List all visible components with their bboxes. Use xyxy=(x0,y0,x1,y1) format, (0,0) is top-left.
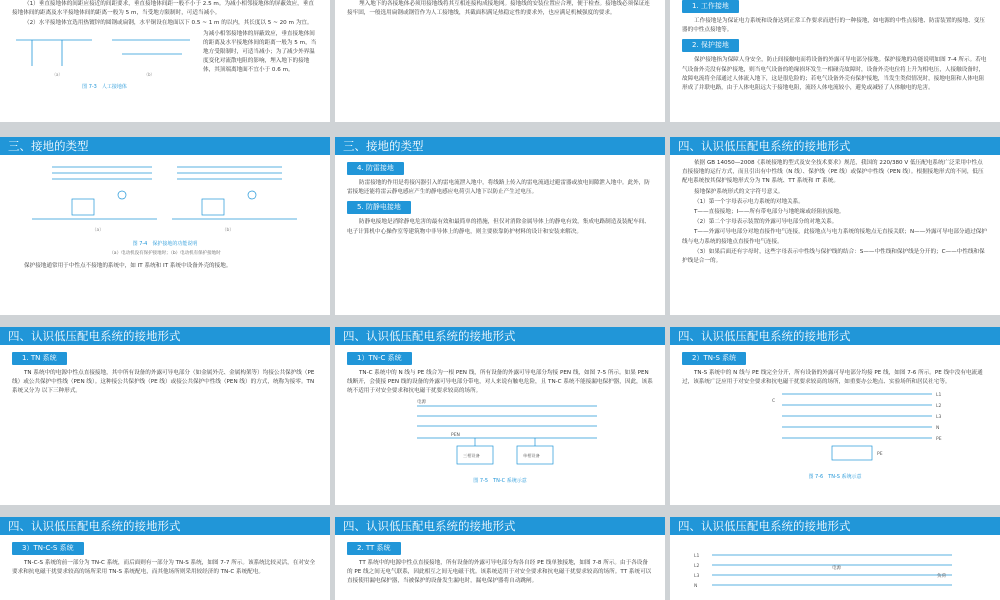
power-label: 电源 xyxy=(417,399,426,405)
side-text: 为减小相邻接地体的屏蔽效应，垂直接地体间的距离及水平接地体间的距离一般为 5 m，当地方受限制时，可适当减小；为了减少外界温度变化对流散电阻的影响，埋入地下的接地体，其顶端离地面不宜小于 0.6 m。 xyxy=(203,30,317,73)
para: 防雷接地的作用是将接闪器引入的雷电流泄入地中，将线路上传入的雷电流通过避雷器或放电间隙泄入地中。此外，防雷接地还能将雷云静电感应产生的静电感应电荷引入地下以防止产生过电压。 xyxy=(347,180,650,196)
figure-label-a: （a） xyxy=(92,228,104,233)
figure-tn-c-s xyxy=(682,539,982,599)
para: （1）第一个字母表示电力系统的对地关系。 xyxy=(694,198,804,205)
slide-title: 四、认识低压配电系统的接地形式 xyxy=(335,327,665,345)
line-label: L1 xyxy=(694,554,700,559)
figure-tn-s xyxy=(682,388,982,472)
slide-r1-c2 xyxy=(335,0,665,122)
slide-r4-c1 xyxy=(0,517,330,600)
slide-r1-c3 xyxy=(670,0,1000,122)
slide-r3-c1 xyxy=(0,327,330,505)
figure-caption: 图 7-6 TN-S 系统示意 xyxy=(808,474,862,481)
para: T——直接接地；I——所有带电部分与地绝缘或经阻抗接地。 xyxy=(694,209,845,216)
figure-tn-c xyxy=(347,398,647,476)
para: T——外露可导电部分对地直接作电气连接，此接地点与电力系统的接地点无直接关联；N——外露可导电部分通过保护线与电力系统的接地点直接作电气连接。 xyxy=(682,229,987,245)
svg-text:（b）: （b） xyxy=(144,71,155,77)
figure-label-b: （b） xyxy=(222,228,234,233)
figure-artificial-electrode xyxy=(12,30,197,82)
section-pill: 1）TN-C 系统 xyxy=(347,352,412,365)
figure-protective-grounding xyxy=(12,159,312,239)
para: TN-C-S 系统的前一部分为 TN-C 系统，而后面则有一部分为 TN-S 系统，如图 7-7 所示。该系统比较灵活，在对安全要求和抗电磁干扰要求较高的场所采用 TN-S 系统配电，而其他场所则采用较经济的 TN-C 系统配电。 xyxy=(12,560,316,576)
slide-r4-c2 xyxy=(335,517,665,600)
line-label: L3 xyxy=(936,415,942,421)
pen-label: PEN xyxy=(451,432,460,438)
section-pill: 5. 防静电接地 xyxy=(347,201,411,214)
para: （3）如果后面还有字母时，这些字母表示中性线与保护线的结合：S——中性线和保护线是分开的；C——中性线和保护线是合一的。 xyxy=(682,248,985,265)
para: （2）水平接地体宜选用热镀锌的圆钢或扁钢，水平铜设在地面以下 0.5 ~ 1 m 的以内，其长度以 5 ~ 20 m 为宜。 xyxy=(24,20,313,27)
para: （2）第二个字母表示装置的外露可导电部分的对地关系。 xyxy=(694,219,838,226)
slide-title: 三、接地的类型 xyxy=(335,137,665,155)
slide-r4-c3 xyxy=(670,517,1000,600)
slide-r2-c2 xyxy=(335,137,665,315)
slide-r3-c3 xyxy=(670,327,1000,505)
slide-r2-c3 xyxy=(670,137,1000,315)
slide-title: 三、接地的类型 xyxy=(0,137,330,155)
section-pill: 2. 保护接地 xyxy=(682,39,739,52)
c-label: C xyxy=(772,399,776,405)
section-pill: 3）TN-C-S 系统 xyxy=(12,542,84,555)
figure-subcaption: （a）电动机没有保护接地时；（b）电动机有保护接地时 xyxy=(109,251,221,257)
line-label: PE xyxy=(936,437,942,443)
line-label: L1 xyxy=(936,393,942,399)
slide-r1-c1 xyxy=(0,0,330,122)
slide-r3-c2 xyxy=(335,327,665,505)
section-pill: 2. TT 系统 xyxy=(347,542,401,555)
slide-r2-c1 xyxy=(0,137,330,315)
para: 保护接地通常用于中性点不接地的系统中，如 IT 系统和 IT 系统中设备外壳的接地。 xyxy=(24,263,232,270)
para: TN-C 系统中的 N 线与 PE 线合为一根 PEN 线，所有设备的外露可导电部分均接 PEN 线，如图 7-5 所示。如果 PEN 线断开，会使接 PEN 线的设备的外露可导电部分带电，对人来说有触电危险，且 TN-C 系统不能接漏电保护器，因此，该系统不适用于对安全要求和抗电磁干扰要求较高的场所。 xyxy=(347,370,653,395)
figure-caption: 图 7-4 保护接地的功能说明 xyxy=(132,241,198,247)
line-label: L3 xyxy=(694,574,700,579)
para: 接地保护系统形式的文字符号意义。 xyxy=(694,188,784,195)
line-label: L2 xyxy=(936,404,942,410)
section-pill: 1. TN 系统 xyxy=(12,352,67,365)
para: 埋入地下的各接地体必须用接地线将其互相连接构成接地网。接地线的安装位置应合理，便于检查。接地线必须保证连接牢固，一般选用扁钢或钢管作为人工接地线，其截面积满足热稳定性的要求外，也应满足机械强度的要求。 xyxy=(347,1,650,17)
slide-title: 四、认识低压配电系统的接地形式 xyxy=(0,327,330,345)
power-label: 电源 xyxy=(832,566,841,571)
load-label: 负荷 xyxy=(937,574,946,579)
slide-title: 四、认识低压配电系统的接地形式 xyxy=(670,517,1000,535)
para: 防静电接地是消除静电危害的最有效和最简单的措施，但仅对消除金属导体上的静电有效，集成电路制造及装配车间、电子计算机中心操作室等建筑物中非导体上的静电，则主要依靠防护材料的设计和安装来解决。 xyxy=(347,219,650,235)
para: TN-S 系统中的 N 线与 PE 线完全分开，所有设备的外露可导电部分均接 PE 线，如图 7-6 所示。PE 线中没有电流通过，该系统广泛应用于对安全要求和抗电磁干扰要求较高的场所，如重要办公地点、实验场所和居民社宅等。 xyxy=(682,370,983,386)
line-label: L2 xyxy=(694,564,700,569)
para: （1）垂直接地体的间距应接近的间距要求，垂直接地体间距一般不小于 2.5 m。为减小相邻接地体的屏蔽效应，垂直接地体间的距离及水平接地体间的距离一般为 5 m，当受地方限制时，可适当减小。 xyxy=(12,1,314,17)
slide-title: 四、认识低压配电系统的接地形式 xyxy=(670,327,1000,345)
line-label: N xyxy=(694,584,698,589)
section-pill: 1. 工作接地 xyxy=(682,0,739,13)
para: 依据 GB 14050—2008《系统接地的型式及安全技术要求》规范，我国的 220/380 V 低压配电系统广泛采用中性点直接接地的运行方式，而且引出有中性线（N 线）、保护线（PE 线）或保护中性线（PEN 线）。根据接地形式的不同，低压配电系统按其保护接地形式分为 TN 系统、TT 系统和 IT 系统。 xyxy=(682,160,984,185)
slide-title: 四、认识低压配电系统的接地形式 xyxy=(670,137,1000,155)
pe-label: PE xyxy=(877,452,883,458)
figure-caption: 图 7-5 TN-C 系统示意 xyxy=(473,477,527,484)
figure-caption: 图 7-3 人工接地体 xyxy=(82,83,127,90)
section-pill: 4. 防雷接地 xyxy=(347,162,404,175)
slide-title: 四、认识低压配电系统的接地形式 xyxy=(335,517,665,535)
para: 工作接地是为保证电力系统和设备达到正常工作要求而进行的一种接地，如电源的中性点接地、防雷装置的接地、变压器的中性点接地等。 xyxy=(682,18,985,34)
para: 保护接地指为保障人身安全，防止间接触电而将设备的外露可导电部分接地。保护接地的功能说明如图 7-4 所示。若电气设备外壳没有保护接地，则当电气设备的绝缘损坏发生一相碰壳故障时，设备外壳电位将上升为相电压，人接触设备时，故障电流将全部通过人体流入地下，这是很危险的；若电气设备外壳有保护接地，当发生类似情况时，接地电阻和人体电阻形成了并联电路，由于人体电阻远大于接地电阻，流经人体电流较小，避免或减轻了人体触电的危害。 xyxy=(682,57,987,92)
line-label: N xyxy=(936,426,940,432)
section-pill: 2）TN-S 系统 xyxy=(682,352,746,365)
svg-text:（a）: （a） xyxy=(52,71,63,77)
equipment-label-3ph: 三相设备 xyxy=(463,452,480,458)
para: TT 系统中的电源中性点直接接地，所有设备的外露可导电部分均各自经 PE 线单独接地，如图 7-8 所示。由于各设备的 PE 线之间无电气联系，因此相互之间无电磁干扰。该系统适用于对安全要求和抗电磁干扰要求较高的场所。TT 系统可以直接使用漏电保护器，当被保护的设备发生漏电时，漏电保护器将自动跳闸。 xyxy=(347,560,652,585)
slide-title: 四、认识低压配电系统的接地形式 xyxy=(0,517,330,535)
para: TN 系统中的电源中性点直接接地，其中所有设备的外露可导电部分（如金属外壳、金属构架等）均接公共保护线（PE 线）或公共保护中性线（PEN 线）。这种接公共保护线（PE 线）或接公共保护中性线（PEN 线）的方式，统称为接零。TN 系统又分为 以下三种形式。 xyxy=(12,370,315,395)
equipment-label-1ph: 单相设备 xyxy=(523,452,540,458)
